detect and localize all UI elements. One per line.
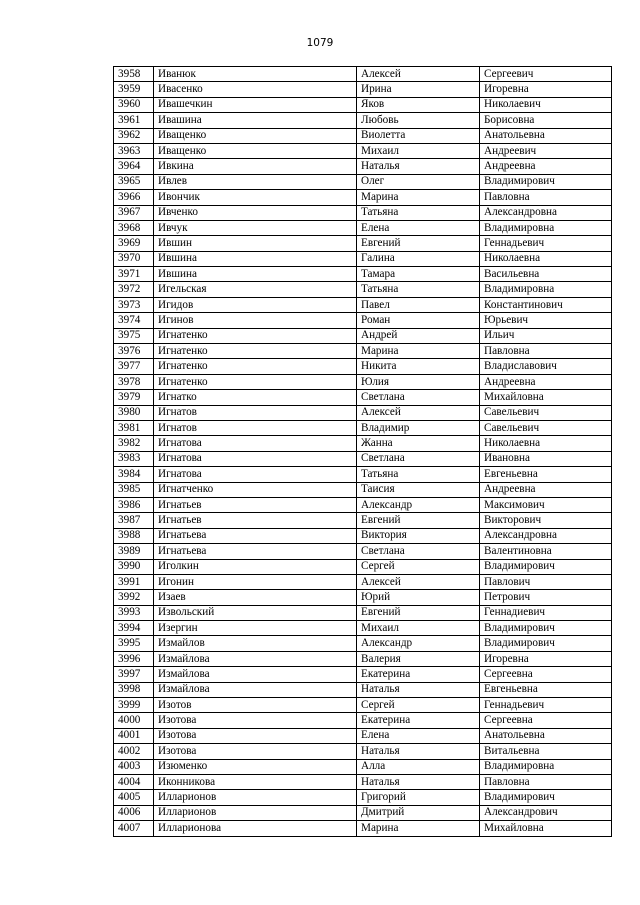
patronymic-cell: Сергеевна (480, 713, 612, 728)
last-name-cell: Илларионов (154, 790, 357, 805)
last-name-cell: Игнатова (154, 451, 357, 466)
first-name-cell: Наталья (357, 159, 480, 174)
last-name-cell: Игнатенко (154, 328, 357, 343)
row-number-cell: 3998 (114, 682, 154, 697)
last-name-cell: Изотова (154, 728, 357, 743)
first-name-cell: Татьяна (357, 467, 480, 482)
table-row (114, 590, 612, 605)
last-name-cell: Ившина (154, 267, 357, 282)
patronymic-cell: Николаевич (480, 97, 612, 112)
last-name-cell: Игнатьев (154, 513, 357, 528)
last-name-cell: Изергин (154, 621, 357, 636)
table-row (114, 544, 612, 559)
table-row (114, 698, 612, 713)
table-row (114, 682, 612, 697)
first-name-cell: Владимир (357, 420, 480, 435)
first-name-cell: Наталья (357, 774, 480, 789)
first-name-cell: Виктория (357, 528, 480, 543)
table-row (114, 436, 612, 451)
table-row (114, 313, 612, 328)
first-name-cell: Евгений (357, 605, 480, 620)
last-name-cell: Измайлова (154, 682, 357, 697)
first-name-cell: Тамара (357, 267, 480, 282)
patronymic-cell: Борисовна (480, 113, 612, 128)
last-name-cell: Илларионов (154, 805, 357, 820)
table-row (114, 420, 612, 435)
last-name-cell: Изаев (154, 590, 357, 605)
last-name-cell: Игнатьева (154, 544, 357, 559)
patronymic-cell: Павловна (480, 774, 612, 789)
first-name-cell: Олег (357, 174, 480, 189)
patronymic-cell: Евгеньевна (480, 467, 612, 482)
last-name-cell: Ившина (154, 251, 357, 266)
patronymic-cell: Андреевич (480, 143, 612, 158)
last-name-cell: Игинов (154, 313, 357, 328)
last-name-cell: Игнатенко (154, 374, 357, 389)
table-row (114, 651, 612, 666)
row-number-cell: 3972 (114, 282, 154, 297)
first-name-cell: Никита (357, 359, 480, 374)
last-name-cell: Игнатова (154, 467, 357, 482)
table-row (114, 174, 612, 189)
last-name-cell: Ивончик (154, 190, 357, 205)
patronymic-cell: Валентиновна (480, 544, 612, 559)
row-number-cell: 3959 (114, 82, 154, 97)
first-name-cell: Светлана (357, 390, 480, 405)
row-number-cell: 3997 (114, 667, 154, 682)
first-name-cell: Михаил (357, 621, 480, 636)
last-name-cell: Изотова (154, 713, 357, 728)
row-number-cell: 3987 (114, 513, 154, 528)
table-row (114, 390, 612, 405)
patronymic-cell: Евгеньевна (480, 682, 612, 697)
patronymic-cell: Владимировна (480, 759, 612, 774)
table-row (114, 621, 612, 636)
first-name-cell: Евгений (357, 236, 480, 251)
row-number-cell: 3970 (114, 251, 154, 266)
first-name-cell: Ирина (357, 82, 480, 97)
table-row (114, 236, 612, 251)
row-number-cell: 3991 (114, 574, 154, 589)
last-name-cell: Измайлова (154, 651, 357, 666)
table-row (114, 528, 612, 543)
patronymic-cell: Петрович (480, 590, 612, 605)
roster-table (113, 66, 612, 837)
row-number-cell: 3988 (114, 528, 154, 543)
first-name-cell: Виолетта (357, 128, 480, 143)
first-name-cell: Алексей (357, 574, 480, 589)
first-name-cell: Галина (357, 251, 480, 266)
table-row (114, 67, 612, 82)
last-name-cell: Игнатова (154, 436, 357, 451)
first-name-cell: Роман (357, 313, 480, 328)
row-number-cell: 3990 (114, 559, 154, 574)
patronymic-cell: Владимирович (480, 636, 612, 651)
row-number-cell: 4001 (114, 728, 154, 743)
patronymic-cell: Владимирович (480, 790, 612, 805)
first-name-cell: Алексей (357, 405, 480, 420)
last-name-cell: Иголкин (154, 559, 357, 574)
row-number-cell: 3992 (114, 590, 154, 605)
row-number-cell: 3984 (114, 467, 154, 482)
patronymic-cell: Владимировна (480, 220, 612, 235)
first-name-cell: Светлана (357, 544, 480, 559)
last-name-cell: Измайлов (154, 636, 357, 651)
row-number-cell: 3964 (114, 159, 154, 174)
row-number-cell: 3999 (114, 698, 154, 713)
patronymic-cell: Савельевич (480, 420, 612, 435)
table-row (114, 513, 612, 528)
last-name-cell: Игидов (154, 297, 357, 312)
table-row (114, 759, 612, 774)
table-row (114, 374, 612, 389)
row-number-cell: 4003 (114, 759, 154, 774)
first-name-cell: Григорий (357, 790, 480, 805)
table-row (114, 559, 612, 574)
first-name-cell: Сергей (357, 698, 480, 713)
patronymic-cell: Сергеевна (480, 667, 612, 682)
patronymic-cell: Владимирович (480, 174, 612, 189)
last-name-cell: Ивчук (154, 220, 357, 235)
row-number-cell: 4005 (114, 790, 154, 805)
patronymic-cell: Николаевна (480, 436, 612, 451)
last-name-cell: Иванюк (154, 67, 357, 82)
patronymic-cell: Сергеевич (480, 67, 612, 82)
last-name-cell: Ивашечкин (154, 97, 357, 112)
row-number-cell: 3960 (114, 97, 154, 112)
first-name-cell: Екатерина (357, 713, 480, 728)
row-number-cell: 3979 (114, 390, 154, 405)
row-number-cell: 3981 (114, 420, 154, 435)
last-name-cell: Ивкина (154, 159, 357, 174)
table-row (114, 297, 612, 312)
patronymic-cell: Павловна (480, 190, 612, 205)
first-name-cell: Юлия (357, 374, 480, 389)
row-number-cell: 3963 (114, 143, 154, 158)
patronymic-cell: Александровна (480, 528, 612, 543)
table-row (114, 97, 612, 112)
patronymic-cell: Владимировна (480, 282, 612, 297)
table-row (114, 713, 612, 728)
row-number-cell: 3996 (114, 651, 154, 666)
row-number-cell: 3968 (114, 220, 154, 235)
row-number-cell: 3976 (114, 344, 154, 359)
first-name-cell: Валерия (357, 651, 480, 666)
patronymic-cell: Анатольевна (480, 128, 612, 143)
row-number-cell: 3982 (114, 436, 154, 451)
patronymic-cell: Николаевна (480, 251, 612, 266)
row-number-cell: 4002 (114, 744, 154, 759)
row-number-cell: 3965 (114, 174, 154, 189)
last-name-cell: Игнатов (154, 420, 357, 435)
table-row (114, 251, 612, 266)
table-row (114, 636, 612, 651)
last-name-cell: Илларионова (154, 821, 357, 836)
last-name-cell: Игнатенко (154, 344, 357, 359)
patronymic-cell: Александрович (480, 805, 612, 820)
patronymic-cell: Викторович (480, 513, 612, 528)
table-row (114, 605, 612, 620)
table-row (114, 344, 612, 359)
last-name-cell: Извольский (154, 605, 357, 620)
patronymic-cell: Савельевич (480, 405, 612, 420)
table-row (114, 359, 612, 374)
row-number-cell: 3971 (114, 267, 154, 282)
first-name-cell: Алексей (357, 67, 480, 82)
last-name-cell: Иконникова (154, 774, 357, 789)
first-name-cell: Елена (357, 728, 480, 743)
patronymic-cell: Павлович (480, 574, 612, 589)
last-name-cell: Игнатов (154, 405, 357, 420)
last-name-cell: Ивасенко (154, 82, 357, 97)
table-row (114, 282, 612, 297)
last-name-cell: Измайлова (154, 667, 357, 682)
patronymic-cell: Геннадьевич (480, 236, 612, 251)
table-row (114, 805, 612, 820)
first-name-cell: Таисия (357, 482, 480, 497)
patronymic-cell: Владимирович (480, 559, 612, 574)
row-number-cell: 3995 (114, 636, 154, 651)
first-name-cell: Жанна (357, 436, 480, 451)
patronymic-cell: Михайловна (480, 390, 612, 405)
last-name-cell: Игнатченко (154, 482, 357, 497)
patronymic-cell: Владимирович (480, 621, 612, 636)
patronymic-cell: Игоревна (480, 651, 612, 666)
table-row (114, 482, 612, 497)
last-name-cell: Изюменко (154, 759, 357, 774)
table-row (114, 82, 612, 97)
first-name-cell: Татьяна (357, 282, 480, 297)
row-number-cell: 3994 (114, 621, 154, 636)
table-row (114, 728, 612, 743)
last-name-cell: Изотова (154, 744, 357, 759)
last-name-cell: Игонин (154, 574, 357, 589)
last-name-cell: Иващенко (154, 128, 357, 143)
patronymic-cell: Андреевна (480, 159, 612, 174)
row-number-cell: 4007 (114, 821, 154, 836)
table-row (114, 205, 612, 220)
table-row (114, 220, 612, 235)
patronymic-cell: Геннадьевич (480, 698, 612, 713)
table-row (114, 744, 612, 759)
row-number-cell: 3985 (114, 482, 154, 497)
row-number-cell: 3977 (114, 359, 154, 374)
patronymic-cell: Максимович (480, 497, 612, 512)
row-number-cell: 4006 (114, 805, 154, 820)
last-name-cell: Игнатьева (154, 528, 357, 543)
row-number-cell: 3969 (114, 236, 154, 251)
last-name-cell: Ивлев (154, 174, 357, 189)
last-name-cell: Иващенко (154, 143, 357, 158)
last-name-cell: Игнатко (154, 390, 357, 405)
table-row (114, 143, 612, 158)
first-name-cell: Елена (357, 220, 480, 235)
table-row (114, 774, 612, 789)
table-row (114, 451, 612, 466)
patronymic-cell: Павловна (480, 344, 612, 359)
patronymic-cell: Александровна (480, 205, 612, 220)
row-number-cell: 3986 (114, 497, 154, 512)
table-row (114, 159, 612, 174)
last-name-cell: Изотов (154, 698, 357, 713)
last-name-cell: Игельская (154, 282, 357, 297)
table-row (114, 667, 612, 682)
row-number-cell: 3993 (114, 605, 154, 620)
first-name-cell: Любовь (357, 113, 480, 128)
table-row (114, 128, 612, 143)
row-number-cell: 3980 (114, 405, 154, 420)
last-name-cell: Ивашина (154, 113, 357, 128)
last-name-cell: Игнатенко (154, 359, 357, 374)
first-name-cell: Екатерина (357, 667, 480, 682)
table-row (114, 821, 612, 836)
patronymic-cell: Васильевна (480, 267, 612, 282)
first-name-cell: Дмитрий (357, 805, 480, 820)
roster-body (114, 67, 612, 837)
patronymic-cell: Михайловна (480, 821, 612, 836)
patronymic-cell: Андреевна (480, 374, 612, 389)
first-name-cell: Павел (357, 297, 480, 312)
row-number-cell: 3974 (114, 313, 154, 328)
patronymic-cell: Геннадиевич (480, 605, 612, 620)
table-row (114, 574, 612, 589)
row-number-cell: 3966 (114, 190, 154, 205)
row-number-cell: 4000 (114, 713, 154, 728)
last-name-cell: Ившин (154, 236, 357, 251)
first-name-cell: Наталья (357, 682, 480, 697)
patronymic-cell: Ильич (480, 328, 612, 343)
first-name-cell: Александр (357, 636, 480, 651)
first-name-cell: Татьяна (357, 205, 480, 220)
table-row (114, 113, 612, 128)
first-name-cell: Сергей (357, 559, 480, 574)
patronymic-cell: Ивановна (480, 451, 612, 466)
row-number-cell: 3961 (114, 113, 154, 128)
page-number: 1079 (306, 37, 334, 49)
first-name-cell: Марина (357, 344, 480, 359)
table-row (114, 467, 612, 482)
last-name-cell: Ивченко (154, 205, 357, 220)
patronymic-cell: Игоревна (480, 82, 612, 97)
row-number-cell: 3973 (114, 297, 154, 312)
first-name-cell: Светлана (357, 451, 480, 466)
first-name-cell: Алла (357, 759, 480, 774)
table-row (114, 790, 612, 805)
first-name-cell: Андрей (357, 328, 480, 343)
row-number-cell: 3983 (114, 451, 154, 466)
first-name-cell: Марина (357, 190, 480, 205)
patronymic-cell: Константинович (480, 297, 612, 312)
patronymic-cell: Витальевна (480, 744, 612, 759)
table-row (114, 190, 612, 205)
first-name-cell: Михаил (357, 143, 480, 158)
first-name-cell: Марина (357, 821, 480, 836)
first-name-cell: Наталья (357, 744, 480, 759)
patronymic-cell: Владиславович (480, 359, 612, 374)
row-number-cell: 3967 (114, 205, 154, 220)
patronymic-cell: Анатольевна (480, 728, 612, 743)
table-row (114, 328, 612, 343)
row-number-cell: 3989 (114, 544, 154, 559)
first-name-cell: Евгений (357, 513, 480, 528)
first-name-cell: Александр (357, 497, 480, 512)
table-row (114, 405, 612, 420)
first-name-cell: Юрий (357, 590, 480, 605)
row-number-cell: 3975 (114, 328, 154, 343)
table-row (114, 267, 612, 282)
row-number-cell: 3962 (114, 128, 154, 143)
table-row (114, 497, 612, 512)
patronymic-cell: Юрьевич (480, 313, 612, 328)
row-number-cell: 3978 (114, 374, 154, 389)
patronymic-cell: Андреевна (480, 482, 612, 497)
first-name-cell: Яков (357, 97, 480, 112)
row-number-cell: 3958 (114, 67, 154, 82)
row-number-cell: 4004 (114, 774, 154, 789)
last-name-cell: Игнатьев (154, 497, 357, 512)
